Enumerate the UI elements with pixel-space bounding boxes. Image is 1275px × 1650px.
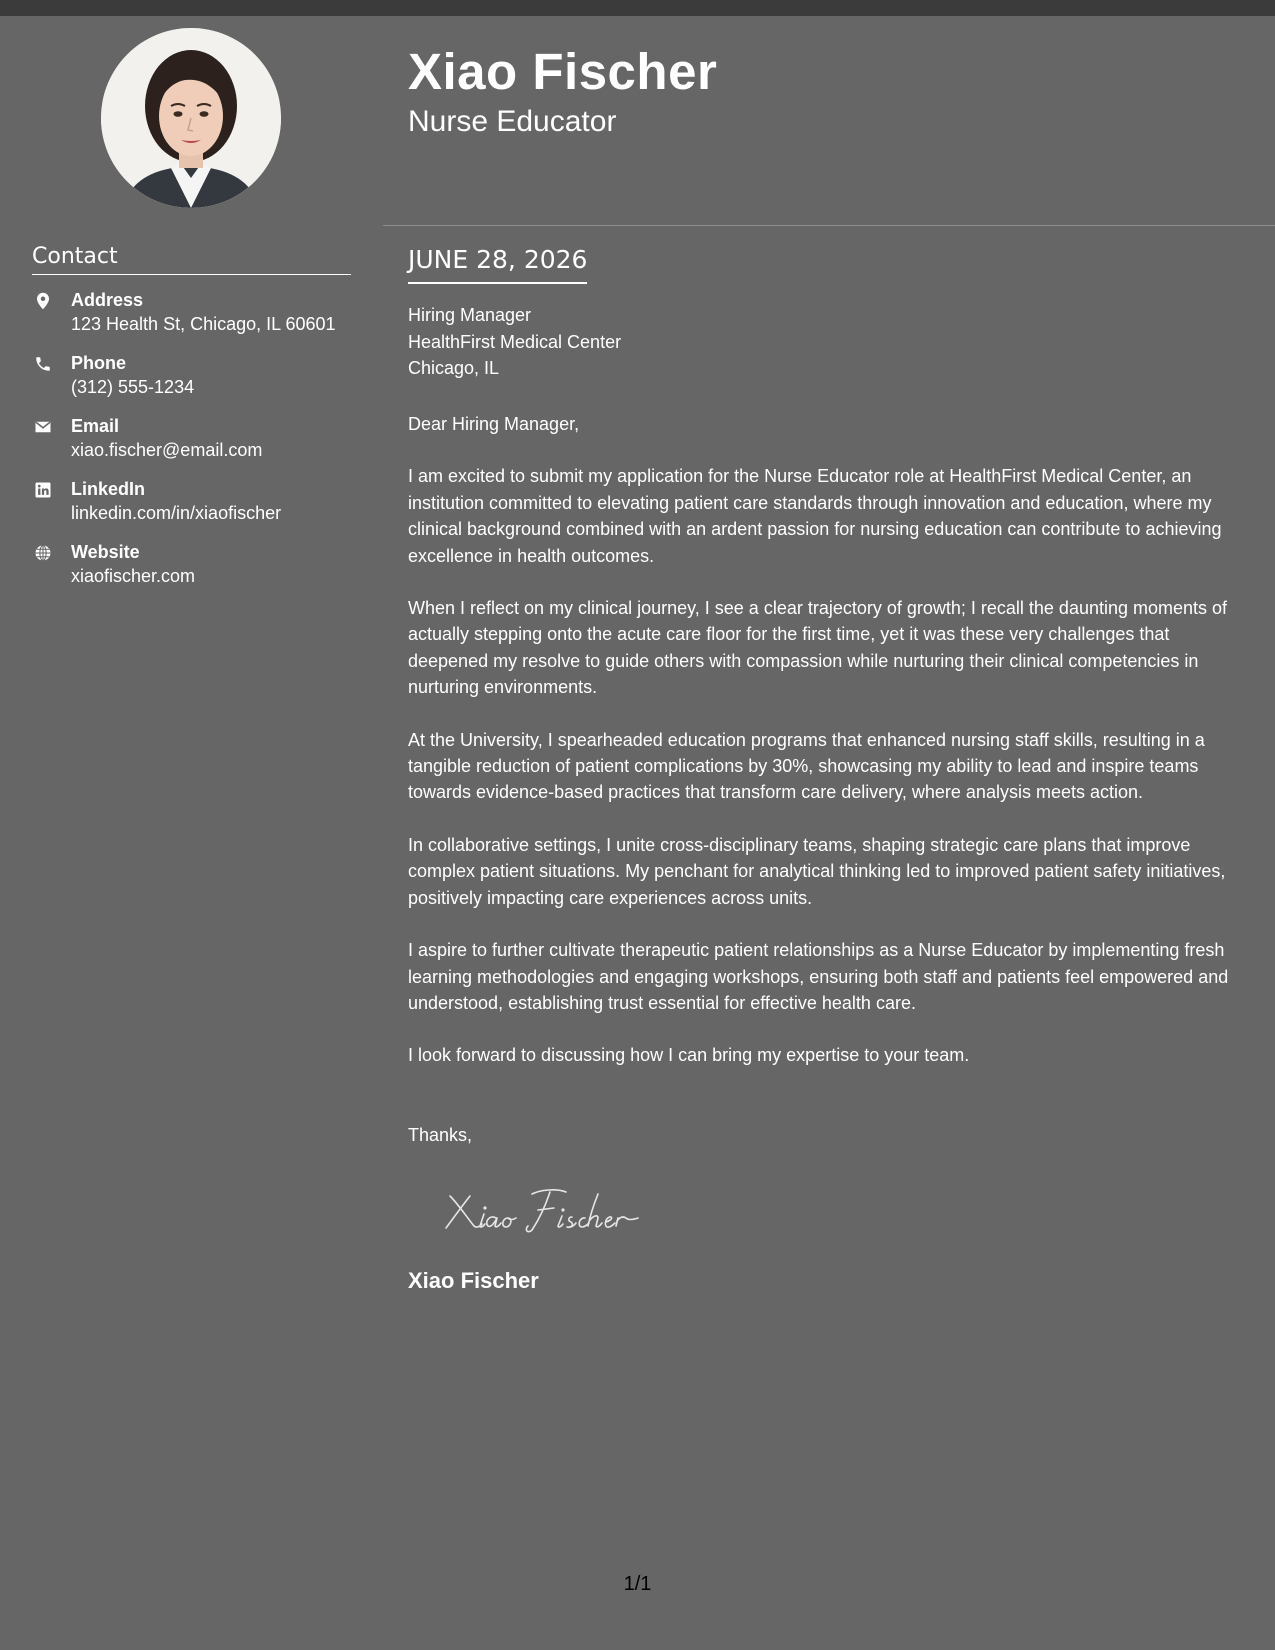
- top-bar: [0, 0, 1275, 16]
- linkedin-icon: [34, 481, 52, 499]
- phone-icon: [34, 355, 52, 373]
- handwritten-signature: [440, 1180, 650, 1240]
- contact-list: [32, 288, 372, 603]
- avatar: [101, 28, 281, 208]
- contact-item-website: [32, 540, 372, 603]
- salutation: Dear Hiring Manager,: [408, 414, 580, 434]
- letter-paragraph: When I reflect on my clinical journey, I see a clear trajectory of growth; I recall the daunting moments of actually stepping onto the acute care floor for the first time, yet it was these very challenges that deepened my resolve to guide others with compassion while nurturing their clinical competencies in nurturing environments.: [408, 598, 1228, 698]
- contact-item-phone: [32, 351, 372, 414]
- recipient-line: HealthFirst Medical Center: [408, 331, 622, 352]
- header-divider: [383, 225, 1275, 226]
- signer-name: Xiao Fischer: [408, 1268, 539, 1293]
- contact-label: Website: [71, 542, 140, 562]
- contact-item-address: [32, 288, 372, 351]
- applicant-name: Xiao Fischer: [408, 43, 718, 100]
- contact-label: Address: [71, 290, 144, 310]
- contact-label: LinkedIn: [71, 479, 146, 499]
- recipient-block: [408, 302, 621, 382]
- contact-item-linkedin: [32, 477, 372, 540]
- phone-value[interactable]: (312) 555-1234: [71, 377, 195, 397]
- globe-icon: [34, 544, 52, 562]
- recipient-line: Hiring Manager: [408, 305, 532, 325]
- website-value[interactable]: xiaofischer.com: [71, 566, 196, 586]
- contact-label: Phone: [71, 353, 127, 373]
- letter-body: [408, 411, 1248, 1095]
- linkedin-value[interactable]: linkedin.com/in/xiaofischer: [71, 503, 282, 523]
- page-number: 1/1: [623, 1573, 652, 1595]
- sidebar: [0, 16, 383, 1650]
- email-value[interactable]: xiao.fischer@email.com: [71, 440, 263, 460]
- letter-paragraph: I aspire to further cultivate therapeutic patient relationships as a Nurse Educator by implementing fresh learning methodologies and engaging workshops, ensuring both staff and patients feel empowered and understood, establishing trust essential for effective health care.: [408, 940, 1229, 1013]
- envelope-icon: [34, 418, 52, 436]
- job-title: Nurse Educator: [408, 105, 617, 138]
- address-value: 123 Health St, Chicago, IL 60601: [71, 314, 336, 334]
- recipient-line: Chicago, IL: [408, 358, 500, 378]
- contact-label: Email: [71, 416, 120, 436]
- letter-date: JUNE 28, 2026: [408, 243, 587, 284]
- letter-paragraph: In collaborative settings, I unite cross-disciplinary teams, shaping strategic care plans that improve complex patient situations. My penchant for analytical thinking led to improved patient safety initiatives, positively impacting care experiences across units.: [408, 834, 1226, 908]
- closing: Thanks,: [408, 1125, 473, 1145]
- contact-item-email: [32, 414, 372, 477]
- contact-section-title: Contact: [32, 242, 351, 275]
- map-pin-icon: [34, 292, 52, 310]
- letter-paragraph: I look forward to discussing how I can bring my expertise to your team.: [408, 1045, 970, 1066]
- letter-paragraph: I am excited to submit my application for the Nurse Educator role at HealthFirst Medical Center, an institution committed to elevating patient care standards through innovation and education, where my clinical background combined with an ardent passion for nursing education can contribute to achieving excellence in health outcomes.: [408, 466, 1222, 566]
- letter-paragraph: At the University, I spearheaded education programs that enhanced nursing staff skills, resulting in a tangible reduction of patient complications by 30%, showcasing my ability to lead and inspire teams towards evidence-based practices that transform care delivery, where analysis meets action.: [408, 729, 1205, 803]
